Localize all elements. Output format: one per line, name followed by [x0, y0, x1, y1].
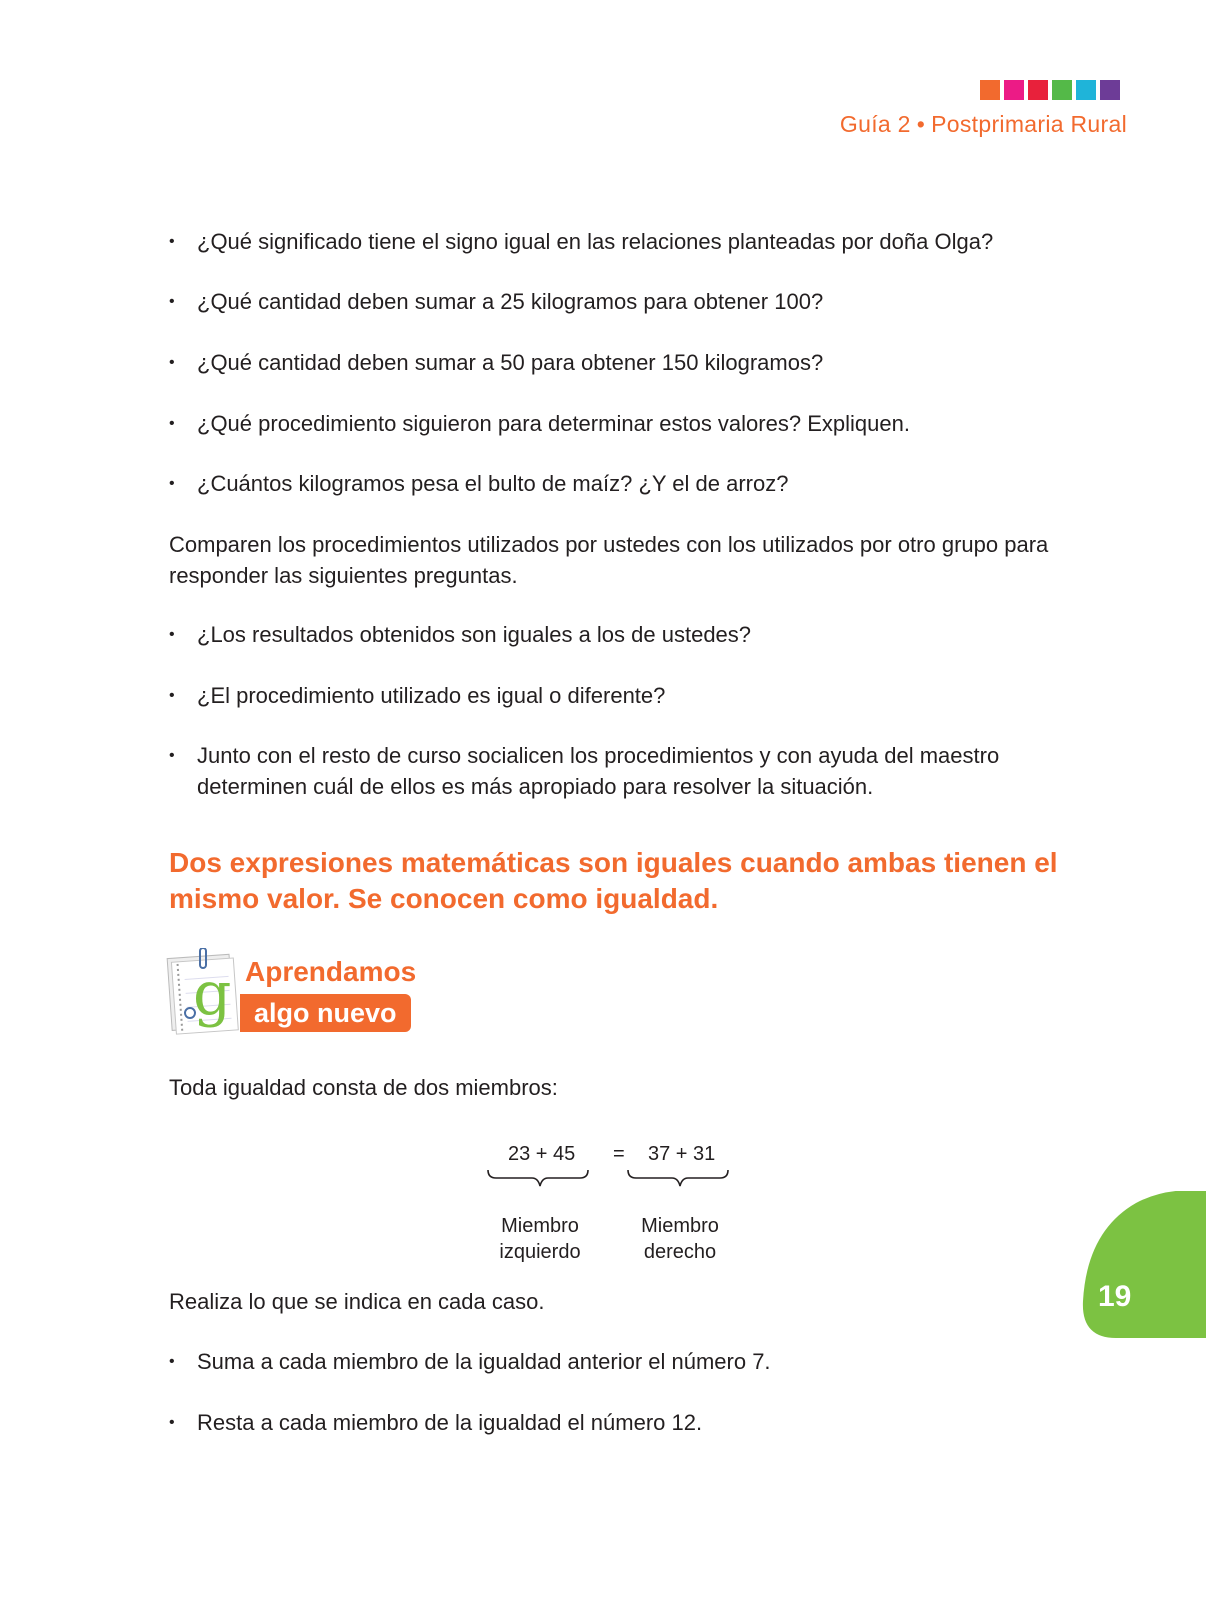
left-member-label-line: izquierdo [499, 1241, 581, 1263]
equality-intro: Toda igualdad consta de dos miembros: [169, 1075, 558, 1100]
definition-term: igualdad. [595, 883, 719, 914]
compare-paragraph: Comparen los procedimientos utilizados por ustedes con los utilizados por otro grupo para responder las siguientes preguntas. [169, 532, 1049, 588]
brace-lines [480, 1170, 770, 1206]
task-item: • Resta a cada miembro de la igualdad el número 12. [169, 1407, 1079, 1438]
program-label: Postprimaria Rural [931, 111, 1127, 137]
color-swatch [1100, 80, 1120, 100]
equality-diagram [480, 1140, 770, 1270]
question-item: • ¿El procedimiento utilizado es igual o diferente? [169, 680, 1079, 711]
question-item: • ¿Cuántos kilogramos pesa el bulto de maíz? ¿Y el de arroz? [169, 468, 1079, 499]
section-subtitle: algo nuevo [240, 994, 411, 1032]
running-header [840, 111, 1127, 138]
question-item: • ¿Los resultados obtenidos son iguales a los de ustedes? [169, 619, 1079, 650]
page-number-badge [1081, 1191, 1206, 1338]
task-intro: Realiza lo que se indica en cada caso. [169, 1289, 545, 1314]
right-member-label [620, 1213, 740, 1265]
question-item: • Junto con el resto de curso socialicen los procedimientos y con ayuda del maestro determinen cuál de ellos es más apropiado para resolver la situación. [169, 740, 1079, 802]
color-swatch [1076, 80, 1096, 100]
right-member-label-line: derecho [643, 1241, 717, 1263]
color-swatch [1004, 80, 1024, 100]
definition-highlight [169, 845, 1069, 917]
task-item: • Suma a cada miembro de la igualdad anterior el número 7. [169, 1346, 1079, 1377]
question-item: • ¿Qué cantidad deben sumar a 25 kilogramos para obtener 100? [169, 286, 1079, 317]
color-swatch [980, 80, 1000, 100]
color-swatch [1052, 80, 1072, 100]
question-item: • ¿Qué cantidad deben sumar a 50 para obtener 150 kilogramos? [169, 347, 1079, 378]
header-separator: • [916, 111, 926, 137]
question-item: • ¿Qué significado tiene el signo igual en las relaciones planteadas por doña Olga? [169, 226, 1079, 257]
definition-text: Dos expresiones matemáticas son iguales cuando ambas tienen el mismo valor. Se conocen como [169, 847, 1058, 914]
equals-sign: = [613, 1143, 625, 1165]
left-member-expression: 23 + 45 [508, 1143, 576, 1165]
left-member-label-line: Miembro [501, 1215, 579, 1237]
page-number: 19 [1098, 1280, 1132, 1313]
color-strip [980, 80, 1120, 100]
color-swatch [1028, 80, 1048, 100]
svg-text:g: g [193, 959, 232, 1029]
right-member-expression: 37 + 31 [648, 1143, 716, 1165]
guide-label: Guía 2 [839, 111, 911, 137]
section-title: Aprendamos [245, 956, 417, 987]
question-item: • ¿Qué procedimiento siguieron para determinar estos valores? Expliquen. [169, 408, 1079, 439]
left-member-label [480, 1213, 600, 1265]
right-member-label-line: Miembro [641, 1215, 719, 1237]
